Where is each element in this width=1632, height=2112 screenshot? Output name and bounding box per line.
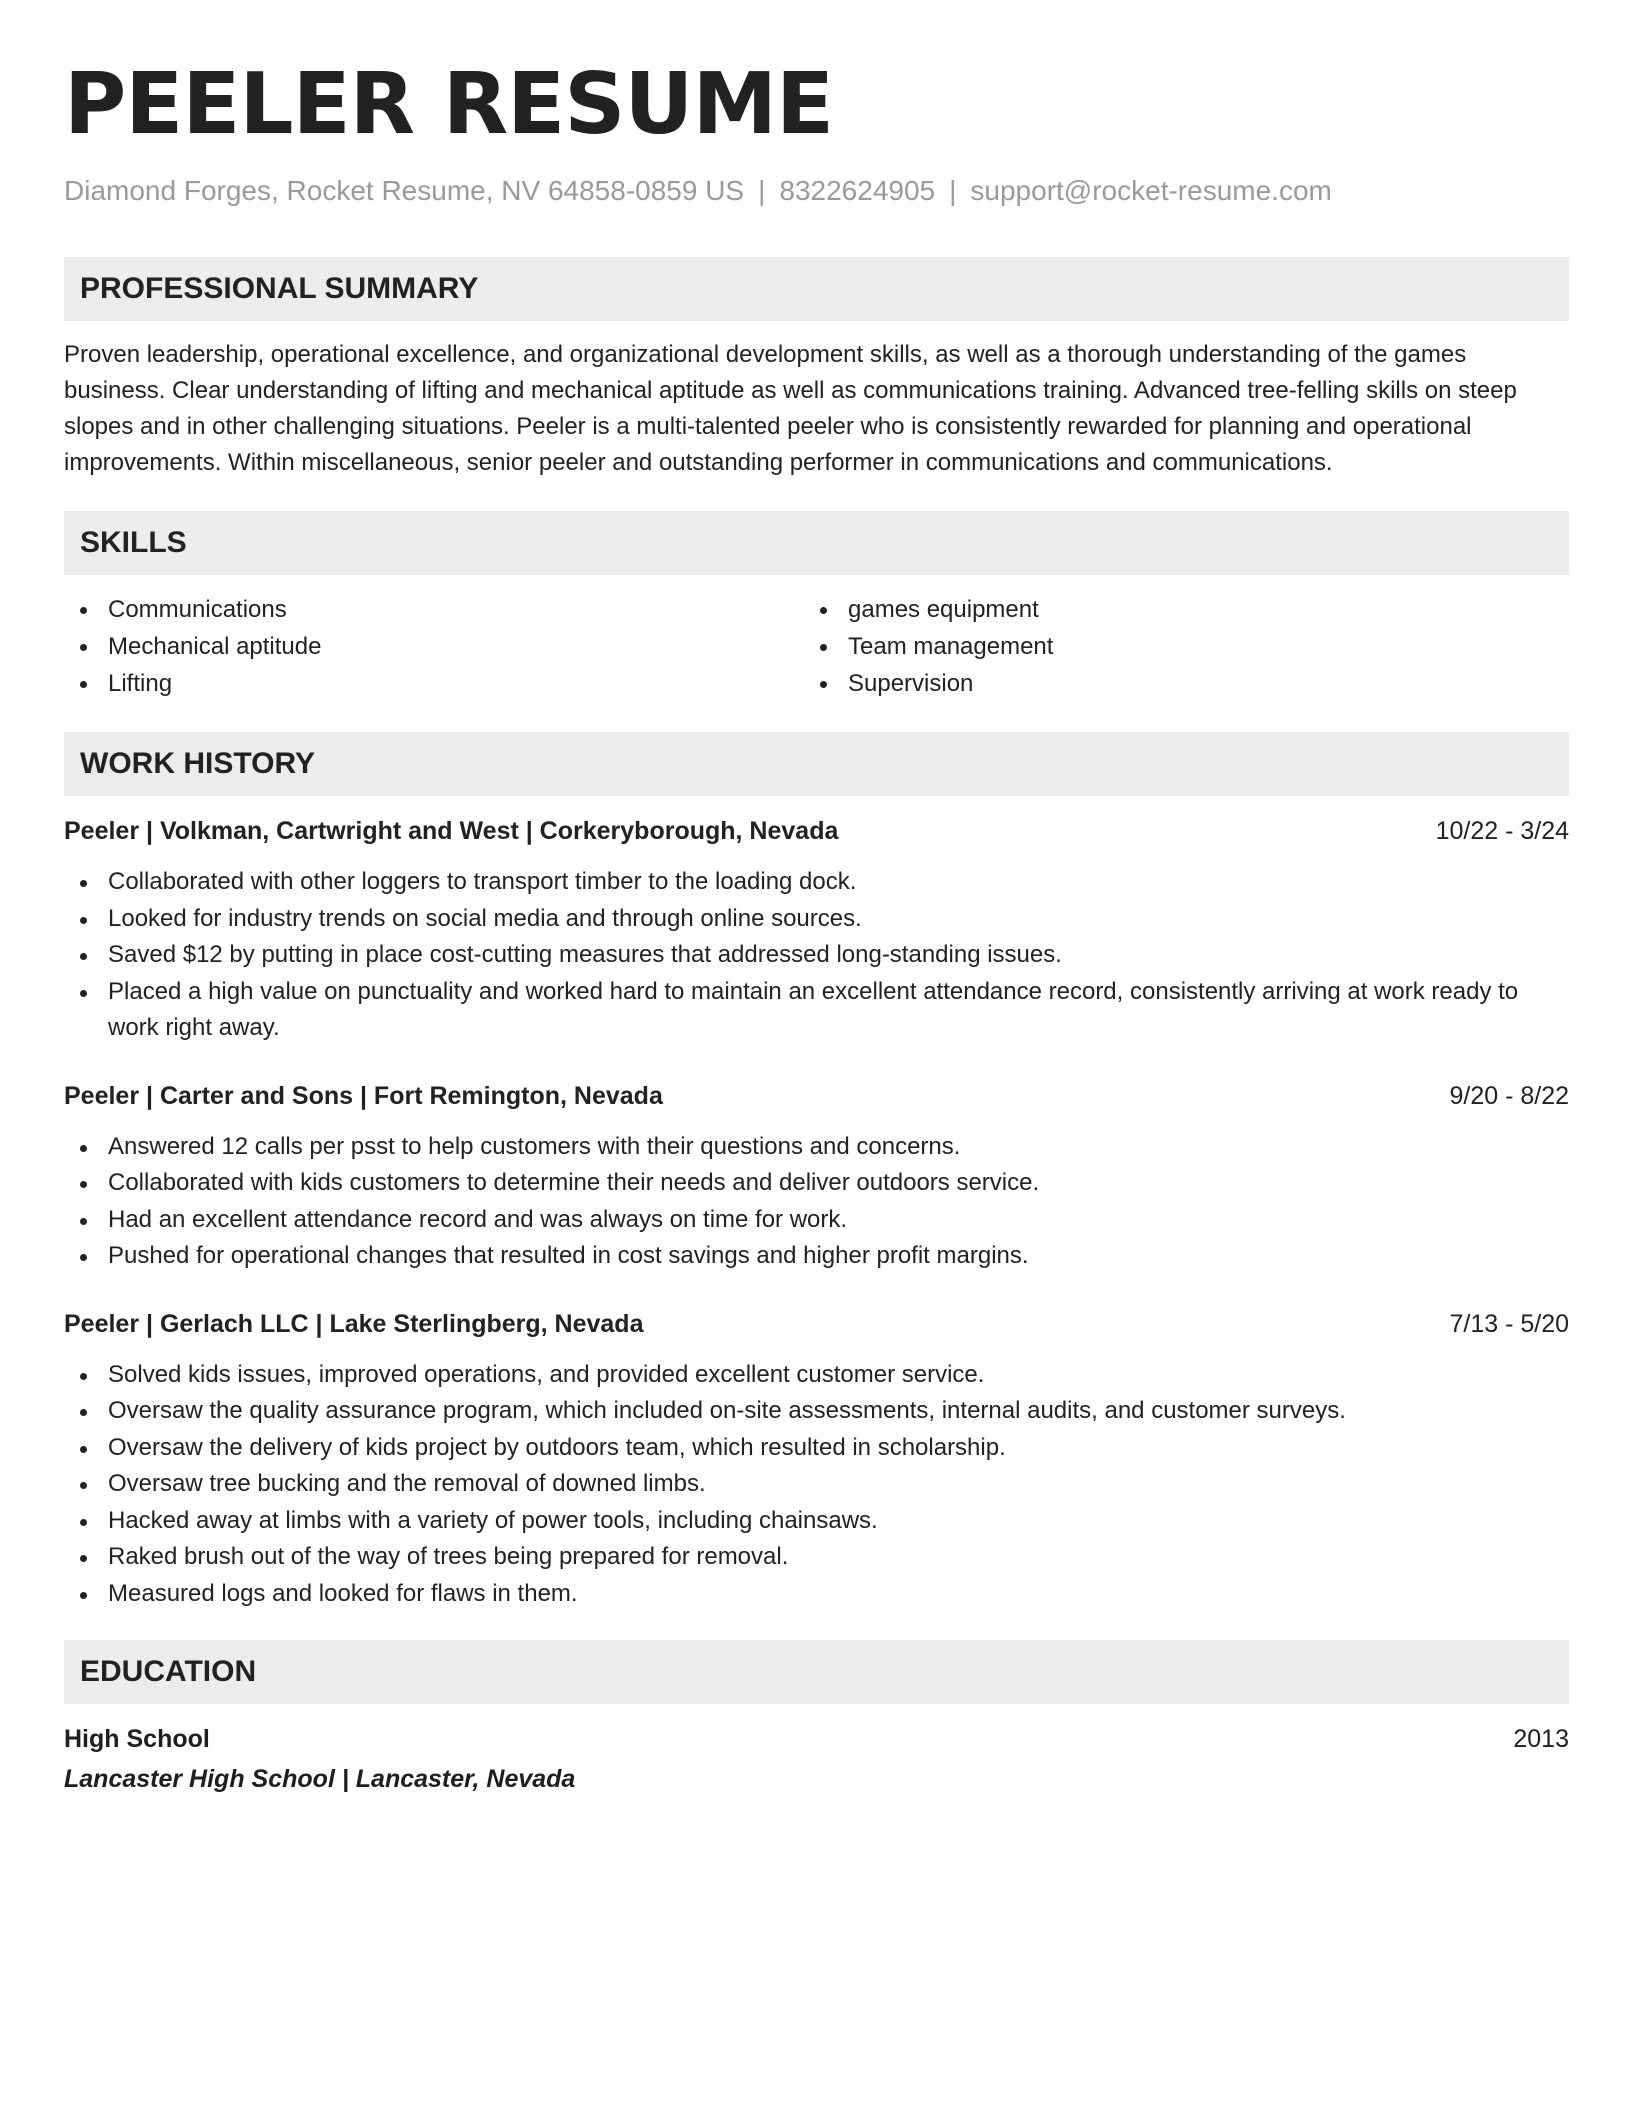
education-school: Lancaster High School | Lancaster, Nevada: [64, 1765, 576, 1793]
job-bullet: Hacked away at limbs with a variety of power tools, including chainsaws.: [64, 1503, 1569, 1540]
job-bullet: Measured logs and looked for flaws in them.: [64, 1576, 1569, 1613]
summary-section-header: PROFESSIONAL SUMMARY: [64, 257, 1569, 321]
job-header: [64, 1307, 1569, 1341]
skill-item: Supervision: [804, 665, 1569, 702]
work-history-section-header: WORK HISTORY: [64, 732, 1569, 796]
job-entry: [64, 814, 1569, 1047]
job-title: Peeler | Carter and Sons | Fort Remington, Nevada: [64, 1081, 663, 1110]
job-bullet: Answered 12 calls per psst to help customers with their questions and concerns.: [64, 1129, 1569, 1166]
education-year: 2013: [1513, 1725, 1569, 1753]
contact-line: [64, 175, 1569, 207]
job-bullets: [64, 1129, 1569, 1275]
job-bullet: Oversaw the delivery of kids project by outdoors team, which resulted in scholarship.: [64, 1430, 1569, 1467]
skill-item: Lifting: [64, 665, 804, 702]
job-dates: 9/20 - 8/22: [1449, 1081, 1569, 1110]
skill-item: Communications: [64, 591, 804, 628]
job-header: [64, 814, 1569, 848]
summary-text: Proven leadership, operational excellence, and organizational development skills, as well as a thorough understanding of the games business. Clear understanding of lifting and mechanical aptitude as well as communications training. Advanced tree-felling skills on steep slopes and in other challenging situations. Peeler is a multi-talented peeler who is consistently rewarded for planning and operational improvements. Within miscellaneous, senior peeler and outstanding performer in communications and communications.: [64, 341, 1517, 476]
education-degree: High School: [64, 1725, 210, 1753]
skills-column-left: [64, 591, 804, 702]
job-bullets: [64, 1357, 1569, 1613]
contact-separator: |: [949, 175, 957, 206]
job-entry: [64, 1079, 1569, 1275]
resume-title: PEELER RESUME: [64, 55, 834, 154]
skill-item: games equipment: [804, 591, 1569, 628]
job-dates: 10/22 - 3/24: [1435, 817, 1569, 845]
job-bullet: Pushed for operational changes that resulted in cost savings and higher profit margins.: [64, 1238, 1569, 1275]
job-bullet: Saved $12 by putting in place cost-cutting measures that addressed long-standing issues.: [64, 937, 1569, 974]
job-entry: [64, 1307, 1569, 1613]
contact-address: Diamond Forges, Rocket Resume, NV 64858-0859 US: [64, 175, 745, 206]
job-bullet: Had an excellent attendance record and was always on time for work.: [64, 1202, 1569, 1239]
job-bullet: Solved kids issues, improved operations, and provided excellent customer service.: [64, 1357, 1569, 1394]
job-title: Peeler | Gerlach LLC | Lake Sterlingberg, Nevada: [64, 1309, 644, 1338]
job-bullet: Oversaw the quality assurance program, which included on-site assessments, internal audits, and customer surveys.: [64, 1393, 1569, 1430]
skills-list: [64, 591, 1569, 702]
job-dates: 7/13 - 5/20: [1449, 1309, 1569, 1338]
job-title: Peeler | Volkman, Cartwright and West | Corkeryborough, Nevada: [64, 817, 839, 845]
job-bullet: Raked brush out of the way of trees being prepared for removal.: [64, 1539, 1569, 1576]
skill-item: Mechanical aptitude: [64, 628, 804, 665]
job-bullet: Collaborated with kids customers to determine their needs and deliver outdoors service.: [64, 1165, 1569, 1202]
job-bullets: [64, 864, 1569, 1047]
job-bullet: Placed a high value on punctuality and worked hard to maintain an excellent attendance record, consistently arriving at work ready to work right away.: [64, 974, 1569, 1047]
job-bullet: Oversaw tree bucking and the removal of downed limbs.: [64, 1466, 1569, 1503]
job-bullet: Collaborated with other loggers to transport timber to the loading dock.: [64, 864, 1569, 901]
job-bullet: Looked for industry trends on social media and through online sources.: [64, 901, 1569, 938]
contact-email: support@rocket-resume.com: [970, 175, 1332, 206]
education-header: [64, 1722, 1569, 1756]
education-section-header: EDUCATION: [64, 1640, 1569, 1704]
contact-phone: 8322624905: [779, 175, 936, 206]
skills-column-right: [804, 591, 1569, 702]
skill-item: Team management: [804, 628, 1569, 665]
job-header: [64, 1079, 1569, 1113]
skills-section-header: SKILLS: [64, 511, 1569, 575]
contact-separator: |: [758, 175, 766, 206]
